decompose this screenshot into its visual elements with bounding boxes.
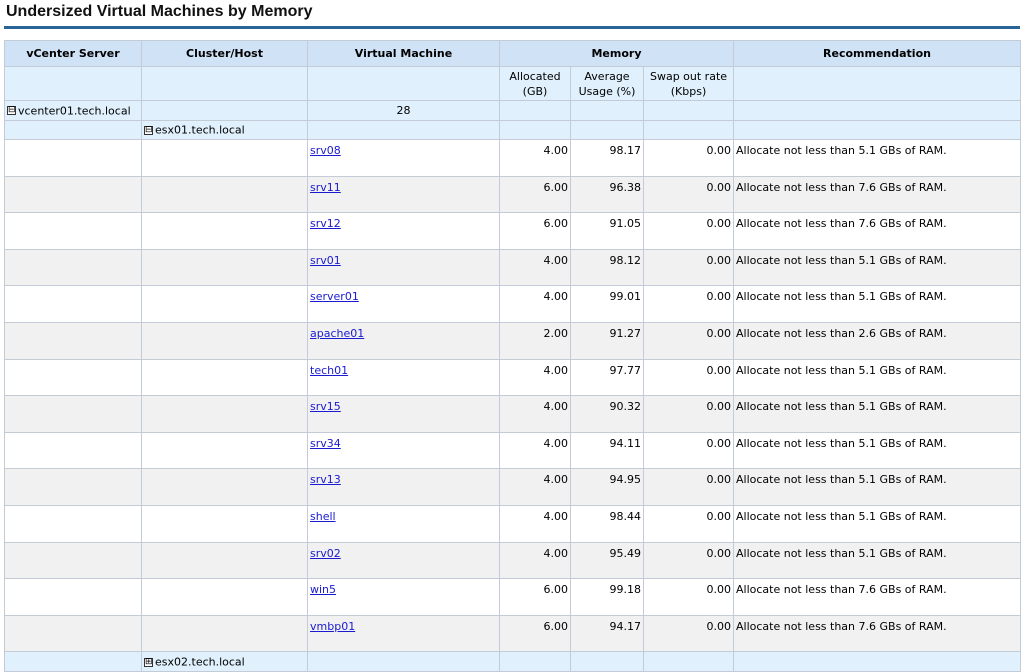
vm-cell [308,396,500,433]
average-usage-value: 98.12 [571,249,644,286]
col-allocated: Allocated (GB) [500,67,571,101]
vm-cell [308,542,500,579]
allocated-value: 4.00 [500,140,571,177]
vm-link[interactable]: shell [310,509,336,523]
average-usage-value: 98.17 [571,140,644,177]
average-usage-value: 94.17 [571,615,644,652]
recommendation-text: Allocate not less than 5.1 GBs of RAM. [734,359,1021,396]
empty-cell [142,213,308,250]
vm-link[interactable]: apache01 [310,326,365,340]
swap-out-value: 0.00 [644,213,734,250]
empty-cell [142,505,308,542]
recommendation-text: Allocate not less than 7.6 GBs of RAM. [734,213,1021,250]
vm-cell [308,140,500,177]
vm-count: 28 [308,101,500,121]
vm-cell [308,432,500,469]
host-group-row [5,121,1021,140]
recommendation-text: Allocate not less than 5.1 GBs of RAM. [734,396,1021,433]
empty-cell [5,213,142,250]
allocated-value: 4.00 [500,542,571,579]
vm-link[interactable]: srv02 [310,546,341,560]
table-row [5,286,1021,323]
vm-link[interactable]: srv34 [310,436,341,450]
vm-cell [308,615,500,652]
table-row [5,322,1021,359]
empty-cell [5,432,142,469]
vcenter-group-row [5,101,1021,121]
swap-out-value: 0.00 [644,359,734,396]
empty-cell [5,286,142,323]
swap-out-value: 0.00 [644,176,734,213]
empty-cell [5,249,142,286]
empty-cell [5,396,142,433]
recommendation-text: Allocate not less than 7.6 GBs of RAM. [734,615,1021,652]
empty-cell [5,176,142,213]
vm-link[interactable]: server01 [310,290,359,304]
recommendation-text: Allocate not less than 7.6 GBs of RAM. [734,579,1021,616]
allocated-value: 6.00 [500,615,571,652]
allocated-value: 4.00 [500,432,571,469]
empty-cell [142,579,308,616]
empty-cell [5,505,142,542]
recommendation-text: Allocate not less than 5.1 GBs of RAM. [734,286,1021,323]
host-name: esx02.tech.local [155,655,245,669]
allocated-value: 4.00 [500,469,571,506]
average-usage-value: 95.49 [571,542,644,579]
average-usage-value: 99.18 [571,579,644,616]
allocated-value: 2.00 [500,322,571,359]
report-table [4,40,1021,672]
table-row [5,542,1021,579]
title-underline [4,26,1020,29]
recommendation-text: Allocate not less than 2.6 GBs of RAM. [734,322,1021,359]
empty-cell [142,140,308,177]
allocated-value: 4.00 [500,286,571,323]
empty-cell [5,140,142,177]
collapse-icon[interactable]: ⊟ [8,105,16,116]
average-usage-value: 99.01 [571,286,644,323]
col-virtual-machine: Virtual Machine [308,41,500,67]
allocated-value: 6.00 [500,176,571,213]
empty-cell [142,249,308,286]
swap-out-value: 0.00 [644,469,734,506]
swap-out-value: 0.00 [644,322,734,359]
vm-cell [308,249,500,286]
col-swap-out-rate: Swap out rate (Kbps) [644,67,734,101]
swap-out-value: 0.00 [644,542,734,579]
average-usage-value: 94.11 [571,432,644,469]
empty-cell [142,176,308,213]
table-row [5,469,1021,506]
vm-link[interactable]: tech01 [310,363,349,377]
empty-cell [142,469,308,506]
vm-link[interactable]: srv01 [310,253,341,267]
allocated-value: 6.00 [500,213,571,250]
swap-out-value: 0.00 [644,396,734,433]
swap-out-value: 0.00 [644,505,734,542]
vm-cell [308,505,500,542]
expand-icon[interactable]: ⊞ [145,656,153,667]
recommendation-text: Allocate not less than 5.1 GBs of RAM. [734,249,1021,286]
empty-cell [5,322,142,359]
empty-cell [5,469,142,506]
host-group-row [5,652,1021,672]
vcenter-name: vcenter01.tech.local [18,104,131,118]
allocated-value: 6.00 [500,579,571,616]
recommendation-text: Allocate not less than 5.1 GBs of RAM. [734,140,1021,177]
vm-cell [308,579,500,616]
col-average-usage: Average Usage (%) [571,67,644,101]
swap-out-value: 0.00 [644,286,734,323]
table-row [5,615,1021,652]
table-row [5,396,1021,433]
average-usage-value: 90.32 [571,396,644,433]
recommendation-text: Allocate not less than 5.1 GBs of RAM. [734,469,1021,506]
table-row [5,505,1021,542]
empty-cell [5,579,142,616]
table-row [5,213,1021,250]
host-name: esx01.tech.local [155,123,245,137]
col-memory: Memory [500,41,734,67]
table-row [5,176,1021,213]
vm-cell [308,469,500,506]
vm-cell [308,322,500,359]
vm-link[interactable]: srv15 [310,400,341,414]
vm-link[interactable]: srv08 [310,144,341,157]
empty-cell [142,542,308,579]
vm-cell [308,359,500,396]
table-row [5,359,1021,396]
empty-cell [5,359,142,396]
table-row [5,579,1021,616]
empty-cell [142,322,308,359]
recommendation-text: Allocate not less than 5.1 GBs of RAM. [734,542,1021,579]
col-vcenter-server: vCenter Server [5,41,142,67]
header-row [5,41,1021,67]
average-usage-value: 97.77 [571,359,644,396]
empty-cell [142,615,308,652]
vm-link[interactable]: win5 [310,583,337,597]
swap-out-value: 0.00 [644,432,734,469]
table-row [5,432,1021,469]
col-recommendation: Recommendation [734,41,1021,67]
recommendation-text: Allocate not less than 5.1 GBs of RAM. [734,432,1021,469]
recommendation-text: Allocate not less than 7.6 GBs of RAM. [734,176,1021,213]
average-usage-value: 91.27 [571,322,644,359]
average-usage-value: 98.44 [571,505,644,542]
empty-cell [142,396,308,433]
swap-out-value: 0.00 [644,579,734,616]
allocated-value: 4.00 [500,359,571,396]
vm-cell [308,286,500,323]
page-title: Undersized Virtual Machines by Memory [6,3,313,20]
swap-out-value: 0.00 [644,249,734,286]
vm-cell [308,176,500,213]
average-usage-value: 91.05 [571,213,644,250]
allocated-value: 4.00 [500,396,571,433]
swap-out-value: 0.00 [644,140,734,177]
empty-cell [142,432,308,469]
vm-link[interactable]: vmbp01 [310,619,356,633]
average-usage-value: 96.38 [571,176,644,213]
allocated-value: 4.00 [500,505,571,542]
table-row [5,140,1021,177]
collapse-icon[interactable]: ⊟ [145,124,153,135]
empty-cell [5,542,142,579]
swap-out-value: 0.00 [644,615,734,652]
vm-link[interactable]: srv12 [310,217,341,231]
table-row [5,249,1021,286]
empty-cell [5,615,142,652]
average-usage-value: 94.95 [571,469,644,506]
allocated-value: 4.00 [500,249,571,286]
recommendation-text: Allocate not less than 5.1 GBs of RAM. [734,505,1021,542]
col-cluster-host: Cluster/Host [142,41,308,67]
vm-cell [308,213,500,250]
vm-link[interactable]: srv13 [310,473,341,487]
subheader-row [5,67,1021,101]
empty-cell [142,286,308,323]
empty-cell [142,359,308,396]
vm-link[interactable]: srv11 [310,180,341,194]
